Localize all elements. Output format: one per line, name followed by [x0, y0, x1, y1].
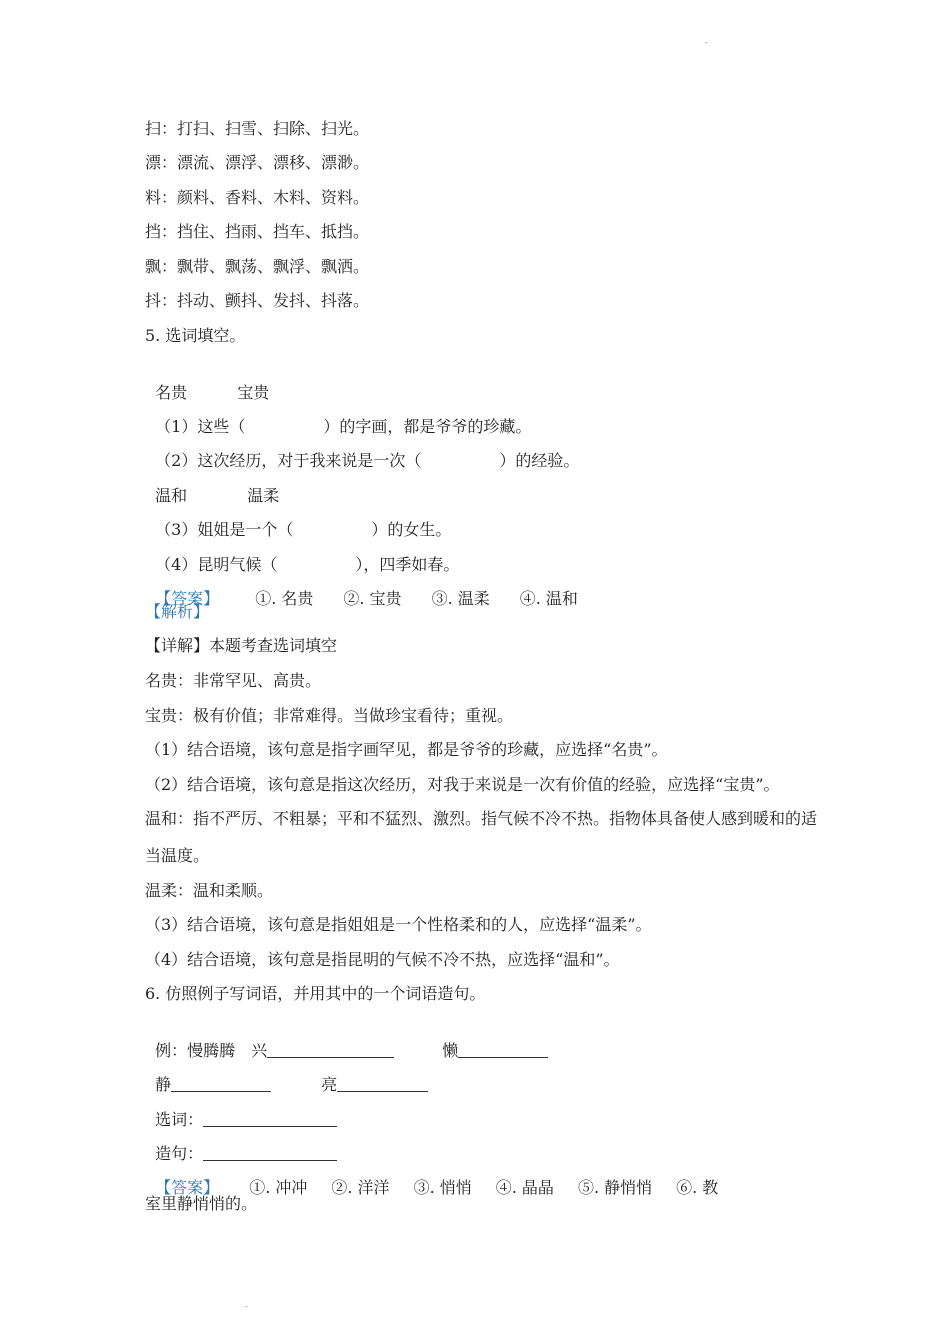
sentence-label: 造句：	[155, 1144, 204, 1163]
answer-item: ④. 晶晶	[495, 1178, 554, 1197]
detail-line: （1）结合语境，该句意是指字画罕见，都是爷爷的珍藏，应选择“名贵”。	[145, 740, 668, 759]
answer-tag: 【答案】	[155, 1178, 220, 1197]
answer-item: ⑤. 静悄悄	[577, 1178, 653, 1197]
sentence-part: （3）姐姐是一个（	[155, 520, 294, 539]
answer-tag: 【答案】	[155, 589, 220, 608]
word-line: 扫：打扫、扫雪、扫除、扫光。	[145, 119, 370, 138]
question-6-title: 6. 仿照例子写词语，并用其中的一个词语造句。	[145, 984, 486, 1003]
choice-word: 名贵	[155, 383, 188, 402]
answer-item: ④. 温和	[519, 589, 578, 608]
word-line: 料：颜料、香料、木料、资料。	[145, 188, 370, 207]
answer-item: ③. 悄悄	[413, 1178, 472, 1197]
page-mark-top: -	[705, 38, 708, 47]
answer-item: ③. 温柔	[431, 589, 490, 608]
prompt-char: 兴	[251, 1041, 268, 1060]
sentence-part: ）的经验。	[499, 451, 580, 470]
analysis-tag: 【解析】	[145, 602, 210, 621]
answer-item: ⑥. 教	[676, 1178, 719, 1197]
answer-blank	[458, 1041, 548, 1058]
sentence-part: （2）这次经历，对于我来说是一次（	[155, 451, 422, 470]
detail-line: （3）结合语境，该句意是指姐姐是一个性格柔和的人，应选择“温柔”。	[145, 915, 652, 934]
sentence-part: （1）这些（	[155, 417, 246, 436]
answer-item: ②. 宝贵	[343, 589, 402, 608]
sentence-part: ），四季如春。	[355, 555, 460, 574]
choice-word: 宝贵	[237, 383, 270, 402]
answer-line	[145, 566, 578, 610]
answer-continuation: 室里静悄悄的。	[145, 1194, 258, 1213]
prompt-char: 懒	[442, 1041, 459, 1060]
choice-word: 温和	[155, 486, 188, 505]
answer-item: ②. 洋洋	[331, 1178, 390, 1197]
question-5-title: 5. 选词填空。	[145, 326, 246, 345]
detail-line: 【详解】本题考查选词填空	[145, 636, 338, 655]
sentence-part: ）的字画，都是爷爷的珍藏。	[323, 417, 532, 436]
detail-line: 宝贵：极有价值；非常难得。当做珍宝看待；重视。	[145, 706, 514, 725]
example-word: 例：慢腾腾	[155, 1041, 236, 1060]
detail-line: 温和：指不严厉、不粗暴；平和不猛烈、激烈。指气候不冷不热。指物体具备使人感到暖和的适	[145, 809, 818, 828]
sentence-part: （4）昆明气候（	[155, 555, 278, 574]
detail-line: 当温度。	[145, 846, 210, 865]
pick-label: 选词：	[155, 1110, 204, 1129]
word-line: 飘：飘带、飘荡、飘浮、飘洒。	[145, 257, 370, 276]
prompt-char: 静	[155, 1075, 172, 1094]
answer-blank	[337, 1075, 428, 1092]
detail-line: （4）结合语境，该句意是指昆明的气候不冷不热，应选择“温和”。	[145, 950, 620, 969]
prompt-char: 亮	[321, 1075, 338, 1094]
answer-item: ①. 冲冲	[249, 1178, 308, 1197]
choice-word: 温柔	[247, 486, 280, 505]
page-mark-bottom: -	[245, 1302, 248, 1311]
detail-line: （2）结合语境，该句意是指这次经历，对我于来说是一次有价值的经验，应选择“宝贵”。	[145, 775, 780, 794]
detail-line: 名贵：非常罕见、高贵。	[145, 671, 322, 690]
detail-line: 温柔：温和柔顺。	[145, 881, 274, 900]
word-line: 挡：挡住、挡雨、挡车、抵挡。	[145, 222, 370, 241]
answer-item: ①. 名贵	[255, 589, 314, 608]
word-line: 漂：漂流、漂浮、漂移、漂渺。	[145, 153, 370, 172]
word-line: 抖：抖动、颤抖、发抖、抖落。	[145, 291, 370, 310]
sentence-part: ）的女生。	[371, 520, 452, 539]
